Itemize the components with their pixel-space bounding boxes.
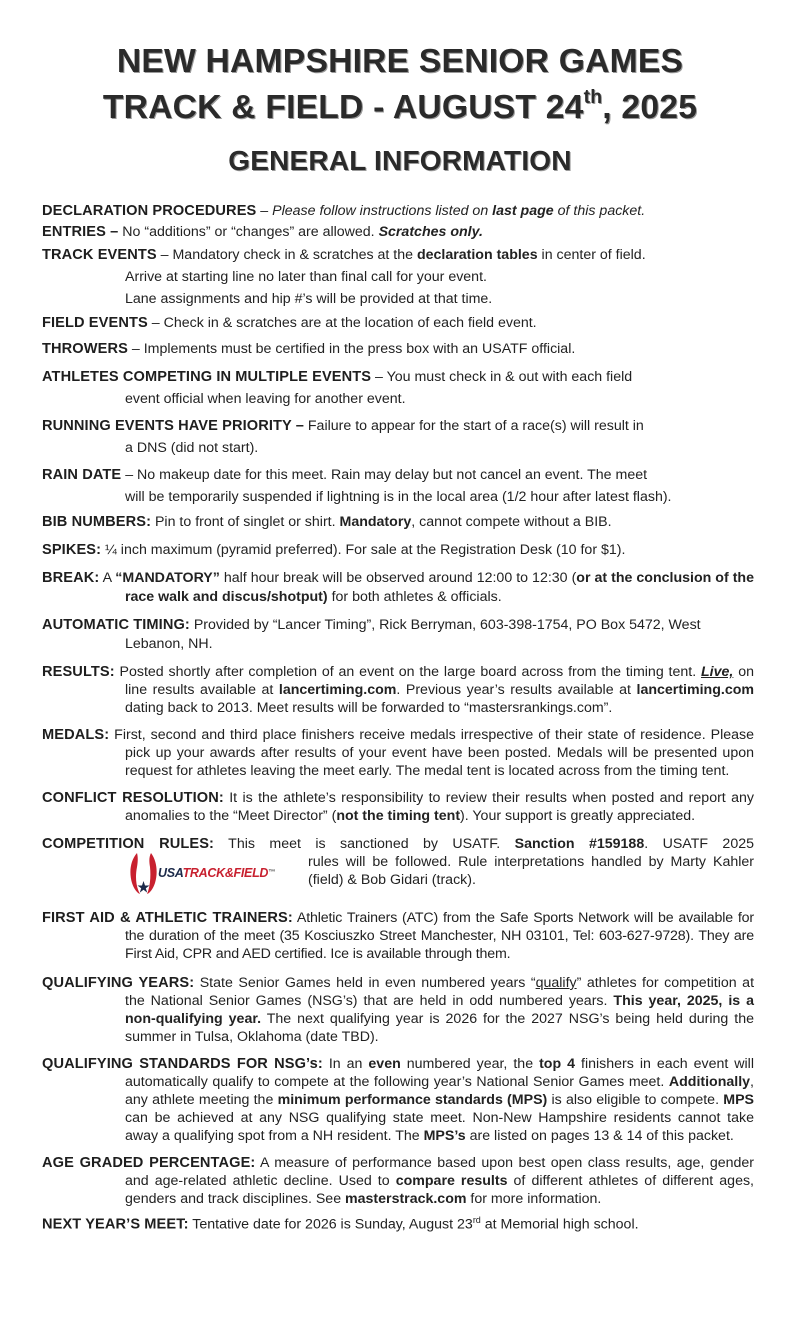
section-heading: ATHLETES COMPETING IN MULTIPLE EVENTS: [42, 369, 372, 385]
section-heading: THROWERS: [42, 341, 128, 357]
section-bold: MPS’s: [423, 1128, 466, 1144]
section-text: Pin to front of singlet or shirt.: [151, 514, 340, 530]
section-running-priority: [42, 415, 754, 459]
section-heading: FIELD EVENTS: [42, 315, 148, 331]
title-line-2-sup: th: [583, 87, 603, 108]
section-competition-rules: [42, 835, 754, 895]
section-text: No “additions” or “changes” are allowed.: [118, 224, 379, 240]
section-bold: compare results: [395, 1173, 508, 1189]
section-bold: This year, 2025, is a non-qualifying year.: [125, 993, 754, 1027]
section-bold: top 4: [539, 1056, 576, 1072]
section-text: – No makeup date for this meet. Rain may delay but not cancel an event. The meet: [121, 467, 648, 483]
section-heading: FIRST AID & ATHLETIC TRAINERS:: [42, 910, 293, 926]
section-text: in center of field.: [537, 247, 646, 263]
live-label: Live,: [701, 664, 734, 680]
section-text: of different athletes of different ages, genders and track disciplines. See: [125, 1173, 755, 1207]
section-text: Failure to appear for the start of a race(s) will result in: [303, 418, 644, 434]
info-body: [42, 202, 754, 1235]
section-text: . Previous year’s results available at: [396, 682, 637, 698]
section-text: of this packet.: [553, 203, 646, 219]
section-bold: declaration tables: [416, 247, 538, 263]
section-rain-date: [42, 464, 754, 508]
usatf-logo-text: USATRACK&FIELD™: [158, 866, 275, 880]
section-break: [42, 569, 754, 607]
usatf-logo: [128, 851, 308, 895]
section-heading: RUNNING EVENTS HAVE PRIORITY –: [42, 418, 304, 434]
section-heading: TRACK EVENTS: [42, 247, 157, 263]
section-age-graded: [42, 1154, 754, 1208]
section-heading: RAIN DATE: [42, 467, 122, 483]
section-text: numbered year, the: [400, 1056, 540, 1072]
section-text: are listed on pages 13 & 14 of this packet.: [465, 1128, 734, 1144]
section-text: for more information.: [466, 1191, 602, 1207]
section-heading: BREAK:: [42, 570, 100, 586]
section-multiple-events: [42, 366, 754, 410]
section-entries: [42, 223, 754, 242]
usatf-wings-star-icon: [128, 851, 158, 895]
section-text: at Memorial high school.: [480, 1216, 639, 1233]
section-line: rules will be followed. Rule interpretations handled by Marty Kahler (field) & Bob Gidari (track).: [308, 854, 754, 888]
section-line: Lane assignments and hip #’s will be provided at that time.: [125, 291, 493, 307]
section-field-events: [42, 314, 754, 333]
title-line-1: NEW HAMPSHIRE SENIOR GAMES: [116, 42, 684, 79]
title-line-2-year: , 2025: [602, 88, 698, 125]
section-text: State Senior Games held in even numbered years “: [194, 975, 536, 991]
section-text: dating back to 2013. Meet results will be forwarded to “mastersrankings.com”.: [125, 700, 613, 716]
section-heading: AGE GRADED PERCENTAGE:: [42, 1155, 256, 1171]
section-text: Tentative date for 2026 is Sunday, August 23: [188, 1216, 473, 1233]
section-heading: SPIKES:: [42, 542, 102, 558]
section-throwers: [42, 340, 754, 359]
section-bib-numbers: [42, 513, 754, 532]
section-automatic-timing: [42, 616, 754, 654]
section-text: ” athletes for competition at the National Senior Games (NSG’s) that are held in odd numbered years.: [125, 975, 755, 1009]
section-bold: Scratches only.: [378, 224, 483, 240]
section-heading: RESULTS:: [42, 664, 115, 680]
lancertiming-link[interactable]: lancertiming.com: [278, 682, 397, 698]
masterstrack-link[interactable]: masterstrack.com: [345, 1191, 467, 1207]
section-text: half hour break will be observed around 12:00 to 12:30 (: [219, 570, 577, 586]
section-text: Please follow instructions listed on: [272, 203, 493, 219]
separator: –: [256, 203, 273, 219]
section-heading: CONFLICT RESOLUTION:: [42, 790, 224, 806]
section-text: The next qualifying year is 2026 for the 2027 NSG’s being held during the summer in Tulsa, Oklahoma (date TBD).: [125, 1011, 754, 1045]
lancertiming-link[interactable]: lancertiming.com: [636, 682, 754, 698]
section-text: ). Your support is greatly appreciated.: [460, 808, 696, 824]
section-bold: not the timing tent: [336, 808, 461, 824]
section-conflict-resolution: [42, 789, 754, 825]
section-bold: minimum performance standards (MPS): [277, 1092, 548, 1108]
section-bold: Mandatory: [339, 514, 412, 530]
section-heading: BIB NUMBERS:: [42, 514, 152, 530]
section-text: Athletic Trainers (ATC) from the Safe Sports Network will be available for the duration of the meet (35 Kosciuszko Street Manchester, NH 03101, Tel: 603-627-9728). They are First Aid, CPR and AED certified. Ice is available through them.: [125, 910, 754, 962]
section-text: , cannot compete without a BIB.: [411, 514, 612, 530]
section-text: . USATF 2025: [644, 836, 754, 852]
section-heading: COMPETITION RULES:: [42, 836, 214, 852]
section-text: can be achieved at any NSG qualifying state meet. Non-New Hampshire residents cannot take away a qualifying spot from a NH resident. The: [125, 1110, 754, 1144]
section-text: is also eligible to compete.: [547, 1092, 724, 1108]
section-heading: NEXT YEAR’S MEET:: [42, 1216, 189, 1233]
subtitle: GENERAL INFORMATION: [228, 145, 572, 176]
section-first-aid: [42, 909, 754, 963]
section-text: – You must check in & out with each field: [371, 369, 633, 385]
section-heading: MEDALS:: [42, 727, 110, 743]
section-text: A: [99, 570, 116, 586]
section-bold: Sanction #159188: [514, 836, 645, 852]
section-bold: “MANDATORY”: [115, 570, 220, 586]
section-heading: QUALIFYING YEARS:: [42, 975, 195, 991]
section-spikes: [42, 541, 754, 560]
section-text: – Mandatory check in & scratches at the: [156, 247, 417, 263]
section-text: This meet is sanctioned by USATF.: [214, 836, 515, 852]
section-text: It is the athlete’s responsibility to review their results when posted and report any anomalies to the “Meet Director” (: [125, 790, 755, 824]
section-results: [42, 663, 754, 717]
section-underline: qualify: [535, 975, 577, 991]
section-bold: last page: [492, 203, 554, 219]
section-heading: ENTRIES –: [42, 224, 119, 240]
section-line: Arrive at starting line no later than final call for your event.: [125, 269, 487, 285]
section-text: In an: [322, 1056, 369, 1072]
section-heading: AUTOMATIC TIMING:: [42, 617, 190, 633]
section-declaration: [42, 202, 754, 221]
section-bold: MPS: [723, 1092, 754, 1108]
section-text: for both athletes & officials.: [327, 589, 502, 605]
section-text: finishers in each event will automatically qualify to compete at the following year’s National Senior Games meet.: [125, 1056, 754, 1090]
title-line-2: [0, 88, 800, 126]
section-text: Provided by “Lancer Timing”, Rick Berryman, 603-398-1754, PO Box 5472, West Lebanon, NH.: [125, 617, 701, 652]
section-bold: or at the conclusion of the race walk and discus/shotput): [125, 570, 754, 605]
section-text: , any athlete meeting the: [125, 1074, 754, 1108]
section-heading: QUALIFYING STANDARDS FOR NSG’s:: [42, 1056, 323, 1072]
section-text: A measure of performance based upon best open class results, age, gender and age-related athletic decline. Used to: [125, 1155, 755, 1189]
section-text: ¼ inch maximum (pyramid preferred). For sale at the Registration Desk (10 for $1).: [101, 542, 626, 558]
section-text: on line results available at: [125, 664, 754, 698]
section-bold: Additionally: [668, 1074, 751, 1090]
section-qualifying-standards: [42, 1055, 754, 1145]
section-next-year: [42, 1211, 754, 1235]
section-bold: even: [368, 1056, 401, 1072]
section-text: First, second and third place finishers receive medals irrespective of their state of residence. Please pick up your awards after results of your event have been posted. Medals will be presented upon request for athletes leaving the meet early. The medal tent is located across from the timing tent.: [109, 727, 754, 779]
section-text: – Check in & scratches are at the location of each field event.: [147, 315, 537, 331]
section-heading: DECLARATION PROCEDURES: [42, 203, 257, 219]
section-qualifying-years: [42, 974, 754, 1046]
section-track-events: [42, 244, 754, 310]
section-line: a DNS (did not start).: [125, 440, 259, 456]
ordinal-suffix: rd: [472, 1215, 481, 1225]
section-text: Posted shortly after completion of an event on the large board across from the timing tent.: [114, 664, 702, 680]
section-text: – Implements must be certified in the press box with an USATF official.: [127, 341, 576, 357]
section-line: event official when leaving for another event.: [125, 391, 406, 407]
section-line: will be temporarily suspended if lightning is in the local area (1/2 hour after latest flash).: [125, 489, 672, 505]
title-line-2-main: TRACK & FIELD - AUGUST 24: [102, 88, 584, 125]
section-medals: [42, 726, 754, 780]
